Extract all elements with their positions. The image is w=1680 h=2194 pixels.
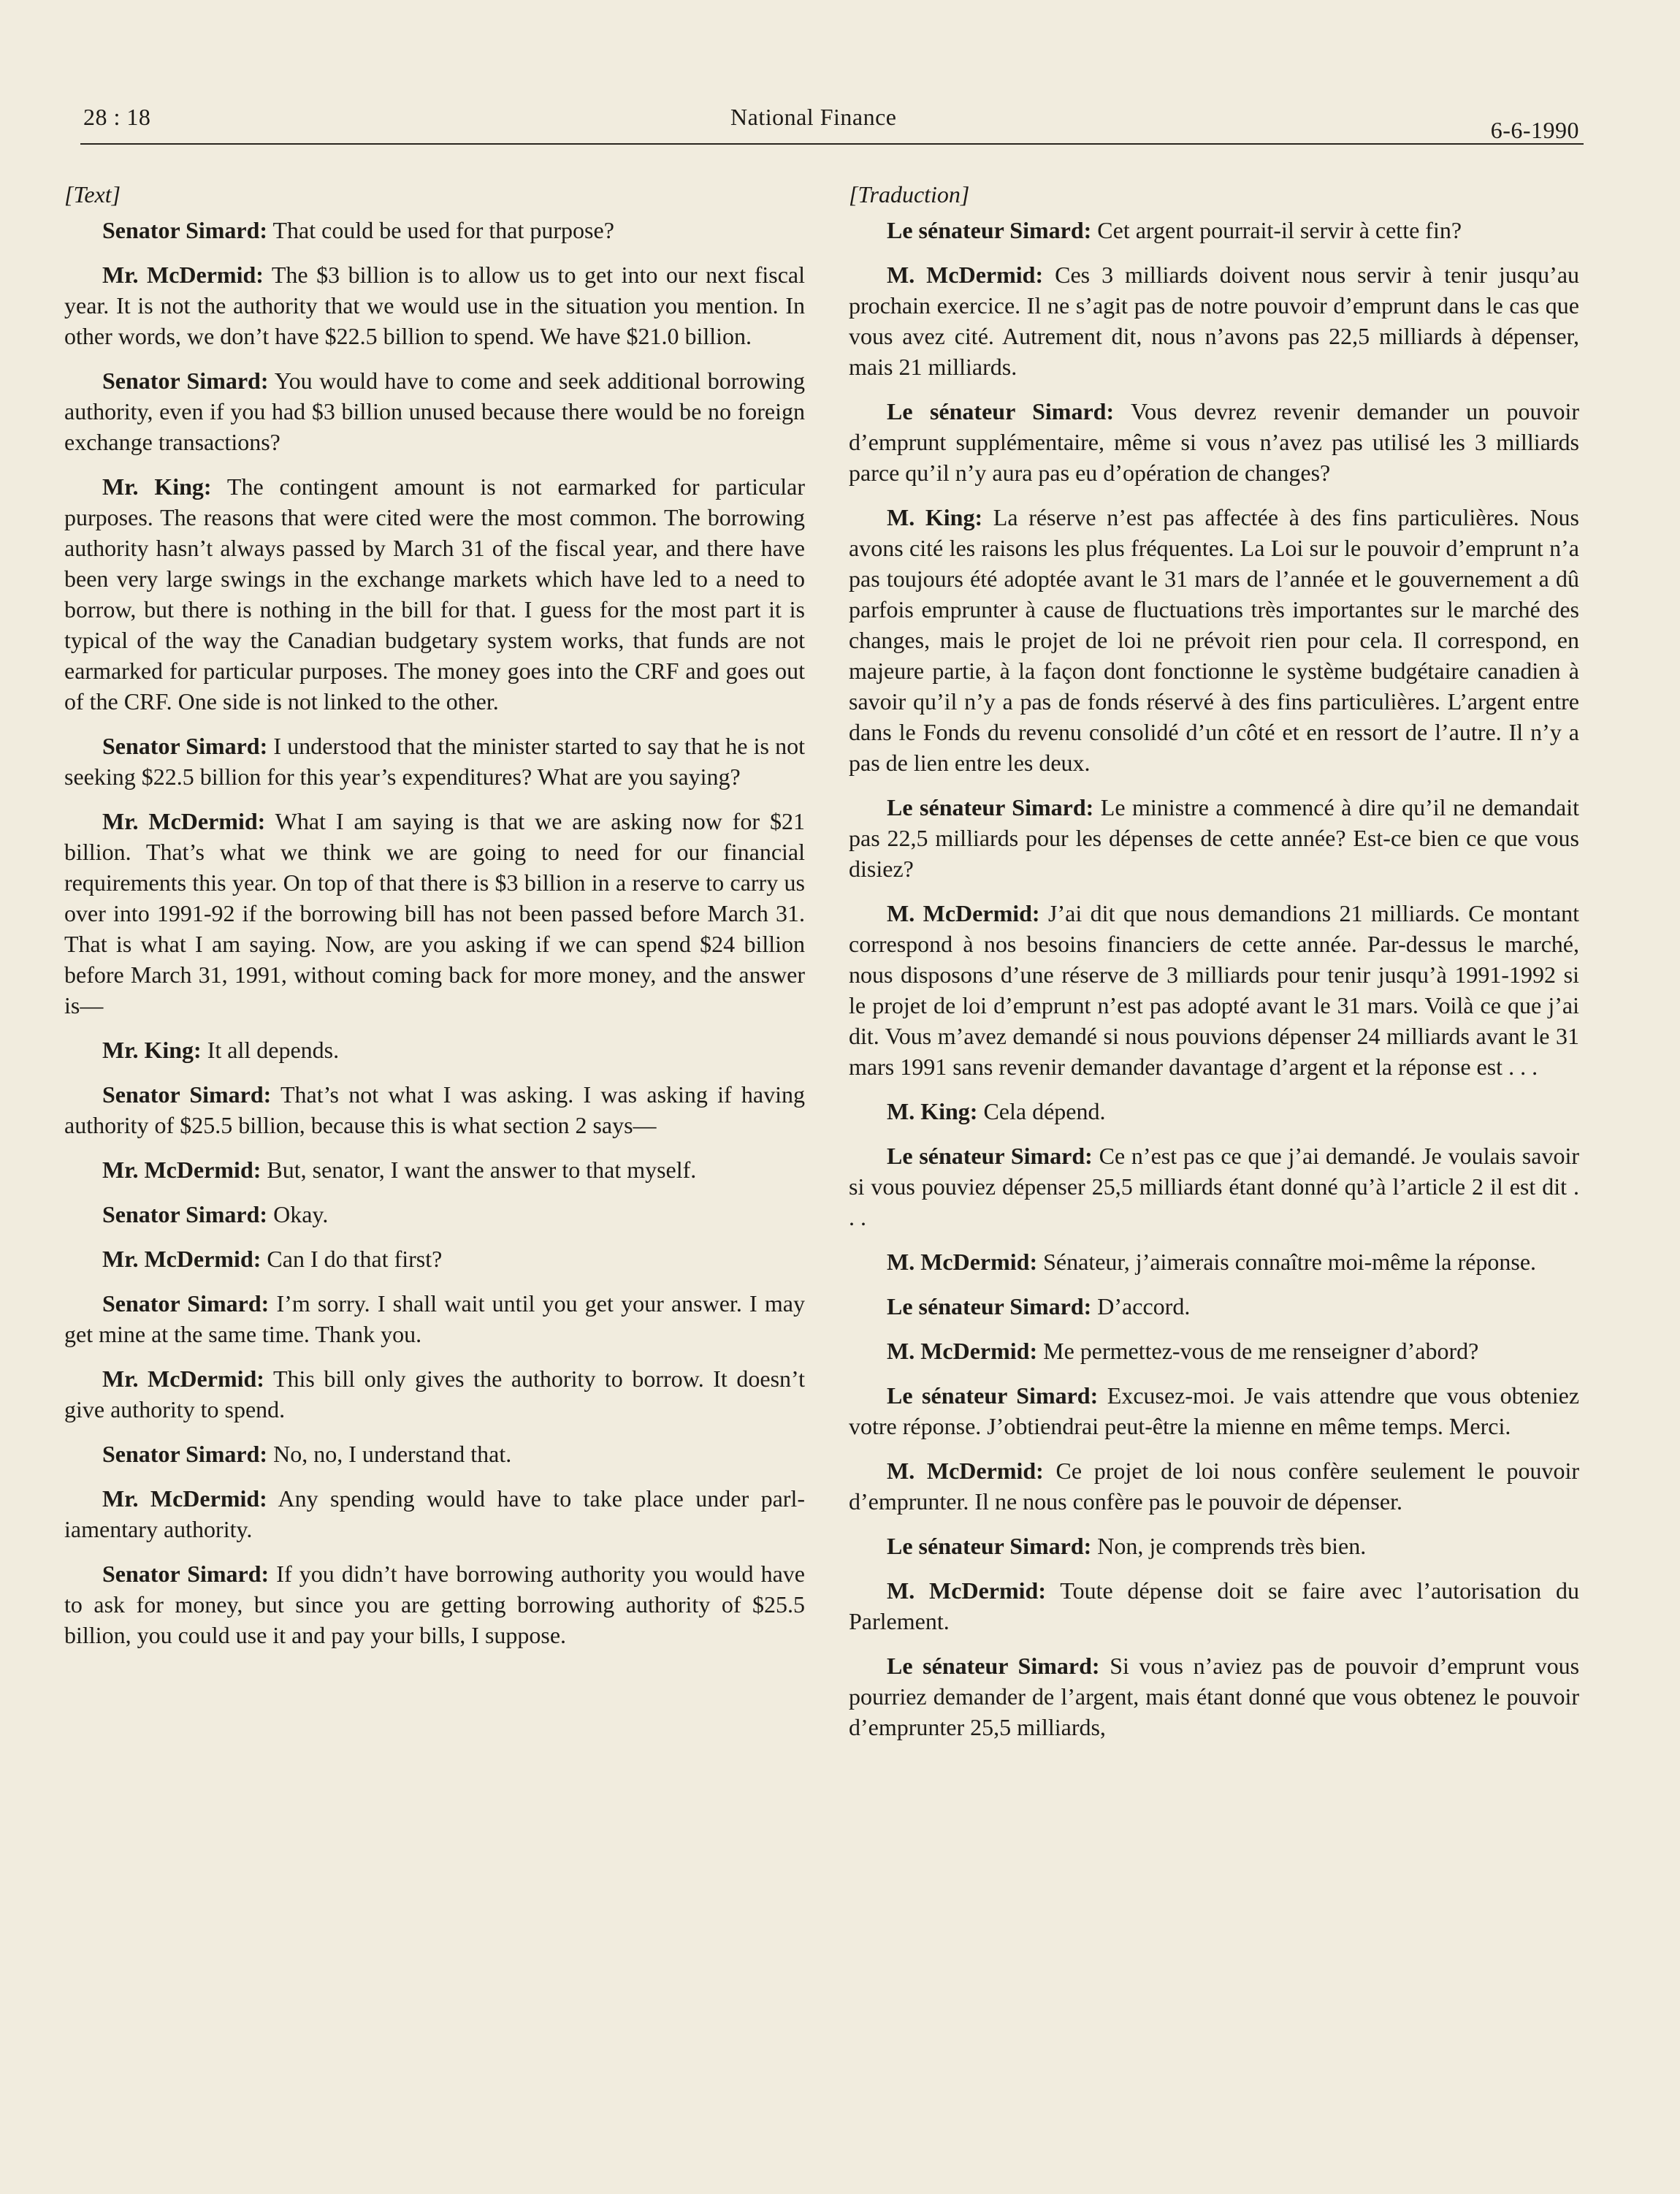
transcript-entry (64, 1154, 805, 1185)
transcript-entry (64, 1199, 805, 1230)
speech-text: I understood that the minister started to say that he is not seeking $22.5 billion for this year’s expenditures? What are you saying? (64, 733, 806, 790)
page-date: 6-6-1990 (1490, 117, 1579, 143)
transcript-entry (849, 215, 1579, 245)
transcript-entry (64, 1439, 805, 1469)
header-rule (80, 143, 1584, 145)
speaker-name: Mr. King: (102, 473, 212, 500)
speech-text: What I am saying is that we are asking now for $21 billion. That’s what we think we are going to need for our financial requirements this year. On top of that there is $3 billion in a reserve to carry us over into 1991-92 if the borrowing bill has not been passed before March 31. That is what I am saying. Now, are you asking if we can spend $24 billion before March 31, 1991, without coming back for more money, and the answer is— (64, 808, 806, 1018)
transcript-entry (64, 471, 805, 717)
transcript-entry (64, 1243, 805, 1274)
speaker-name: Mr. McDermid: (102, 262, 264, 288)
speaker-name: Le sénateur Simard: (887, 1533, 1092, 1559)
transcript-entry (64, 1079, 805, 1140)
speech-text: No, no, I understand that. (273, 1441, 512, 1467)
speaker-name: Senator Simard: (102, 1081, 272, 1108)
transcript-entry (849, 1096, 1579, 1127)
french-entries (849, 215, 1579, 1742)
transcript-entry (849, 1140, 1579, 1233)
speaker-name: Mr. McDermid: (102, 1246, 261, 1272)
speaker-name: M. McDermid: (887, 262, 1044, 288)
speaker-name: Senator Simard: (102, 1201, 268, 1227)
speaker-name: M. McDermid: (887, 1458, 1044, 1484)
transcript-entry (849, 1575, 1579, 1637)
speaker-name: Senator Simard: (102, 367, 269, 394)
transcript-entry (849, 259, 1579, 382)
speech-text: That could be used for that purpose? (272, 217, 614, 243)
transcript-entry (64, 1363, 805, 1425)
french-column (849, 180, 1579, 1756)
speaker-name: Mr. McDermid: (102, 1157, 261, 1183)
speech-text: This bill only gives the authority to borrow. It doesn’t give authority to spend. (64, 1365, 806, 1422)
page-number: 28 : 18 (83, 104, 151, 130)
speaker-name: M. King: (887, 1098, 978, 1124)
speech-text: Cet argent pourrait-il servir à cette fin? (1097, 217, 1462, 243)
transcript-entry (849, 792, 1579, 884)
speech-text: Any spending would have to take place under parl-iamentary authority. (64, 1485, 806, 1542)
speaker-name: Senator Simard: (102, 1290, 270, 1317)
transcript-entry (64, 731, 805, 792)
speaker-name: Le sénateur Simard: (887, 217, 1092, 243)
transcript-entry (849, 1455, 1579, 1517)
english-column (64, 180, 805, 1664)
speech-text: Okay. (273, 1201, 329, 1227)
speech-text: Vous devrez revenir demander un pouvoir d’emprunt supplémentaire, même si vous n’avez pas utilisé les 3 milliards parce qu’il n’y aura pas eu d’opération de changes? (849, 398, 1580, 486)
speaker-name: M. McDermid: (887, 1577, 1046, 1604)
speech-text: Le ministre a commencé à dire qu’il ne demandait pas 22,5 milliards pour les dépenses de cette année? Est-ce bien ce que vous disiez? (849, 794, 1580, 882)
transcript-entry (849, 1291, 1579, 1322)
speech-text: Ces 3 milliards doivent nous servir à tenir jusqu’au prochain exercice. Il ne s’agit pas de notre pouvoir d’emprunt dans le cas que vous avez cité. Autrement dit, nous n’avons pas 22,5 milliards à dépenser, mais 21 milliards. (849, 262, 1580, 380)
running-title: National Finance (730, 104, 897, 130)
speaker-name: Senator Simard: (102, 733, 268, 759)
speech-text: Ce n’est pas ce que j’ai demandé. Je voulais savoir si vous pouviez dépenser 25,5 milliards étant donné qu’à l’article 2 il est dit . . . (849, 1143, 1580, 1230)
speech-text: It all depends. (207, 1037, 340, 1063)
english-heading: [Text] (64, 181, 121, 207)
transcript-entry (64, 806, 805, 1021)
transcript-entry (64, 1483, 805, 1544)
speaker-name: Le sénateur Simard: (887, 1293, 1092, 1319)
transcript-entry (849, 1246, 1579, 1277)
speaker-name: Le sénateur Simard: (887, 1382, 1099, 1409)
speech-text: If you didn’t have borrowing authority you would have to ask for money, but since you are getting borrowing authority of $25.5 billion, you could use it and pay your bills, I suppose. (64, 1561, 805, 1648)
speaker-name: M. McDermid: (887, 1338, 1038, 1364)
speech-text: The $3 billion is to allow us to get into our next fiscal year. It is not the authority that we would use in the situation you mention. In other words, we don’t have $22.5 billion to spend. We have $21.0 billion. (64, 262, 806, 349)
speaker-name: Le sénateur Simard: (887, 794, 1094, 820)
transcript-entry (849, 1380, 1579, 1441)
speech-text: Excusez-moi. Je vais attendre que vous obteniez votre réponse. J’obtiendrai peut-être la mienne en même temps. Merci. (849, 1382, 1580, 1439)
english-entries (64, 215, 805, 1650)
speech-text: D’accord. (1097, 1293, 1191, 1319)
transcript-entry (64, 1035, 805, 1065)
speaker-name: M. McDermid: (887, 900, 1040, 926)
speaker-name: Mr. McDermid: (102, 1485, 267, 1512)
speaker-name: Senator Simard: (102, 1561, 270, 1587)
speech-text: Toute dépense doit se faire avec l’autorisation du Parlement. (849, 1577, 1580, 1634)
speech-text: Me permettez-vous de me renseigner d’abord? (1043, 1338, 1479, 1364)
transcript-entry (849, 502, 1579, 778)
transcript-entry (849, 1650, 1579, 1742)
speaker-name: Mr. King: (102, 1037, 202, 1063)
speech-text: Ce projet de loi nous confère seulement le pouvoir d’emprunter. Il ne nous confère pas le pouvoir de dépenser. (849, 1458, 1580, 1515)
transcript-entry (64, 259, 805, 351)
speaker-name: M. McDermid: (887, 1249, 1038, 1275)
speech-text: That’s not what I was asking. I was asking if having authority of $25.5 billion, because this is what section 2 says— (64, 1081, 806, 1138)
speaker-name: Senator Simard: (102, 217, 268, 243)
speech-text: Cela dépend. (983, 1098, 1106, 1124)
speaker-name: Senator Simard: (102, 1441, 268, 1467)
speech-text: Si vous n’aviez pas de pouvoir d’emprunt vous pourriez demander de l’argent, mais étant donné que vous obtenez le pouvoir d’emprunter 25,5 milliards, (849, 1653, 1580, 1740)
speech-text: But, senator, I want the answer to that myself. (267, 1157, 697, 1183)
transcript-entry (849, 898, 1579, 1082)
speech-text: The contingent amount is not earmarked for particular purposes. The reasons that were cited were the most common. The borrowing authority hasn’t always passed by March 31 of the fiscal year, and there have been very large swings in the exchange markets which have led to a need to borrow, but there is nothing in the bill for that. I guess for the most part it is typical of the way the Canadian budgetary system works, that funds are not earmarked for particular purposes. The money goes into the CRF and goes out of the CRF. One side is not linked to the other. (64, 473, 806, 715)
speaker-name: Mr. McDermid: (102, 1365, 264, 1392)
speech-text: Sénateur, j’aimerais connaître moi-même la réponse. (1043, 1249, 1537, 1275)
speech-text: I’m sorry. I shall wait until you get your answer. I may get mine at the same time. Thank you. (64, 1290, 806, 1347)
transcript-entry (849, 396, 1579, 488)
speech-text: Non, je comprends très bien. (1097, 1533, 1367, 1559)
speaker-name: Mr. McDermid: (102, 808, 266, 834)
speaker-name: M. King: (887, 504, 983, 530)
transcript-entry (64, 365, 805, 457)
speech-text: You would have to come and seek additional borrowing authority, even if you had $3 billion unused because there would be no foreign exchange transactions? (64, 367, 806, 455)
speech-text: La réserve n’est pas affectée à des fins particulières. Nous avons cité les raisons les plus fréquentes. La Loi sur le pouvoir d’emprunt n’a pas toujours été adoptée avant le 31 mars de l’année et le gouvernement a dû parfois emprunter à cause de fluctuations très importantes sur le marché des changes, mais le projet de loi ne prévoit rien pour cela. Il correspond, en majeure partie, à la façon dont fonctionne le système budgétaire canadien à savoir qu’il n’y a pas de fonds réservé à des fins particulières. L’argent entre dans le Fonds du revenu consolidé d’un côté et en ressort de l’autre. Il n’y a pas de lien entre les deux. (849, 504, 1580, 776)
transcript-entry (64, 215, 805, 245)
transcript-entry (64, 1558, 805, 1650)
speaker-name: Le sénateur Simard: (887, 1143, 1093, 1169)
speaker-name: Le sénateur Simard: (887, 1653, 1100, 1679)
french-heading: [Traduction] (849, 181, 970, 207)
speech-text: J’ai dit que nous demandions 21 milliards. Ce montant correspond à nos besoins financiers de cette année. Par-dessus le marché, nous disposons d’une réserve de 3 milliards pour tenir jusqu’à 1991-1992 si le projet de loi d’emprunt n’est pas adopté avant le 31 mars. Voilà ce que j’ai dit. Vous m’avez demandé si nous pouvions dépenser 24 milliards avant le 31 mars 1991 sans revenir demander davantage d’argent et la réponse est . . . (849, 900, 1580, 1080)
speaker-name: Le sénateur Simard: (887, 398, 1115, 424)
speech-text: Can I do that first? (267, 1246, 443, 1272)
transcript-entry (849, 1531, 1579, 1561)
transcript-entry (64, 1288, 805, 1349)
transcript-entry (849, 1336, 1579, 1366)
